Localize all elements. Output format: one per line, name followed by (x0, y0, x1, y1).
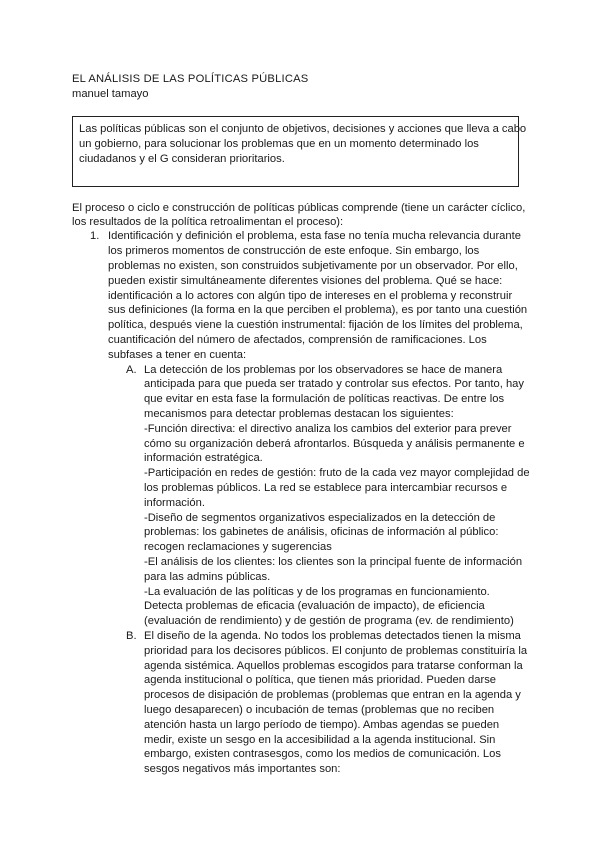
subA-line: Detecta problemas de eficacia (evaluación de impacto), de eficiencia (144, 600, 485, 612)
subA-line: los problemas públicos. La red se establece para intercambiar recursos e (144, 482, 508, 494)
subA-line: mecanismos para detectar problemas destacan los siguientes: (144, 408, 454, 420)
item1-line: pueden existir simultáneamente diferentes visiones del problema. Qué se hace: (108, 275, 503, 287)
item1-line: los primeros momentos de construcción de este enfoque. Sin embargo, los (108, 245, 480, 257)
subA-line: para las admins públicas. (144, 571, 271, 583)
subA-line: información estratégica. (144, 452, 263, 464)
definition-box (72, 116, 527, 187)
subB-line: agenda sistémica. Aquellos problemas escogidos para tratarse conforman la (144, 660, 523, 672)
subB-line: sesgos negativos más importantes son: (144, 763, 341, 775)
definition-line: ciudadanos y el G consideran prioritarios. (79, 153, 285, 165)
list-marker-1: 1. (90, 230, 100, 242)
subA-line: que evitar en esta fase la formulación de políticas reactivas. De entre los (144, 393, 505, 405)
intro-line: El proceso o ciclo e construcción de políticas públicas comprende (tiene un carácter cíclico, (72, 202, 526, 214)
list-marker-b: B. (126, 630, 137, 642)
item1-line: problemas no existen, son construidos subjetivamente por un observador. Por ello, (108, 260, 518, 272)
subB-line: medir, existe un sesgo en la accesibilidad a la agenda institucional. Sin (144, 734, 496, 746)
document-title: EL ANÁLISIS DE LAS POLÍTICAS PÚBLICAS (72, 73, 309, 85)
document-author: manuel tamayo (72, 88, 149, 100)
item1-line: sus definiciones (la forma en la que perciben el problema), es por tanto una cuestión (108, 304, 528, 316)
subA-line: anticipada para que pueda ser tratado y controlar sus efectos. Por tanto, hay (144, 378, 524, 390)
definition-line: Las políticas públicas son el conjunto de objetivos, decisiones y acciones que lleva a cabo (79, 123, 527, 135)
item1-line: Identificación y definición el problema, esta fase no tenía mucha relevancia durante (108, 230, 521, 242)
subA-line: información. (144, 497, 205, 509)
definition-line: un gobierno, para solucionar los problemas que en un momento determinado los (79, 138, 479, 150)
item1-line: subfases a tener en cuenta: (108, 349, 247, 361)
subB-line: embargo, existen contrasesgos, como los medios de comunicación. Los (144, 748, 501, 760)
subA-line: -La evaluación de las políticas y de los programas en funcionamiento. (144, 586, 490, 598)
subA-line: -Participación en redes de gestión: fruto de la cada vez mayor complejidad de (144, 467, 530, 479)
subA-line: cómo su organización deberá afrontarlos. Búsqueda y análisis permanente e (144, 438, 525, 450)
subB-line: atención hasta un largo período de tiempo). Ambas agendas se pueden (144, 719, 500, 731)
subB-line: prioridad para los decisores públicos. El conjunto de problemas constituiría la (144, 645, 528, 657)
subB-line: procesos de disipación de problemas (problemas que entran en la agenda y (144, 689, 521, 701)
list-marker-a: A. (126, 364, 137, 376)
subA-line: -Diseño de segmentos organizativos especializados en la detección de (144, 512, 496, 524)
item1-line: cuantificación del número de afectados, comprensión de ramificaciones. Los (108, 334, 487, 346)
subB-line: El diseño de la agenda. No todos los problemas detectados tienen la misma (144, 630, 521, 642)
intro-line: los resultados de la política retroalimentan el proceso): (72, 216, 344, 228)
subA-line: -El análisis de los clientes: los clientes son la principal fuente de información (144, 556, 523, 568)
item1-line: política, después viene la cuestión instrumental: fijación de los límites del problema, (108, 319, 523, 331)
subA-line: -Función directiva: el directivo analiza los cambios del exterior para prever (144, 423, 512, 435)
subA-line: recogen reclamaciones y sugerencias (144, 541, 332, 553)
item1-line: identificación a lo actores con algún tipo de intereses en el problema y reconstruir (108, 290, 513, 302)
subB-line: agenda institucional o política, que tienen más prioridad. Pueden darse (144, 674, 497, 686)
subA-line: problemas: los gabinetes de análisis, oficinas de información al público: (144, 526, 499, 538)
subB-line: luego desaparecen) o incubación de temas (problemas que no reciben (144, 704, 495, 716)
subA-line: La detección de los problemas por los observadores se hace de manera (144, 364, 503, 376)
subA-line: (evaluación de rendimiento) y de gestión de programa (ev. de rendimiento) (144, 615, 514, 627)
